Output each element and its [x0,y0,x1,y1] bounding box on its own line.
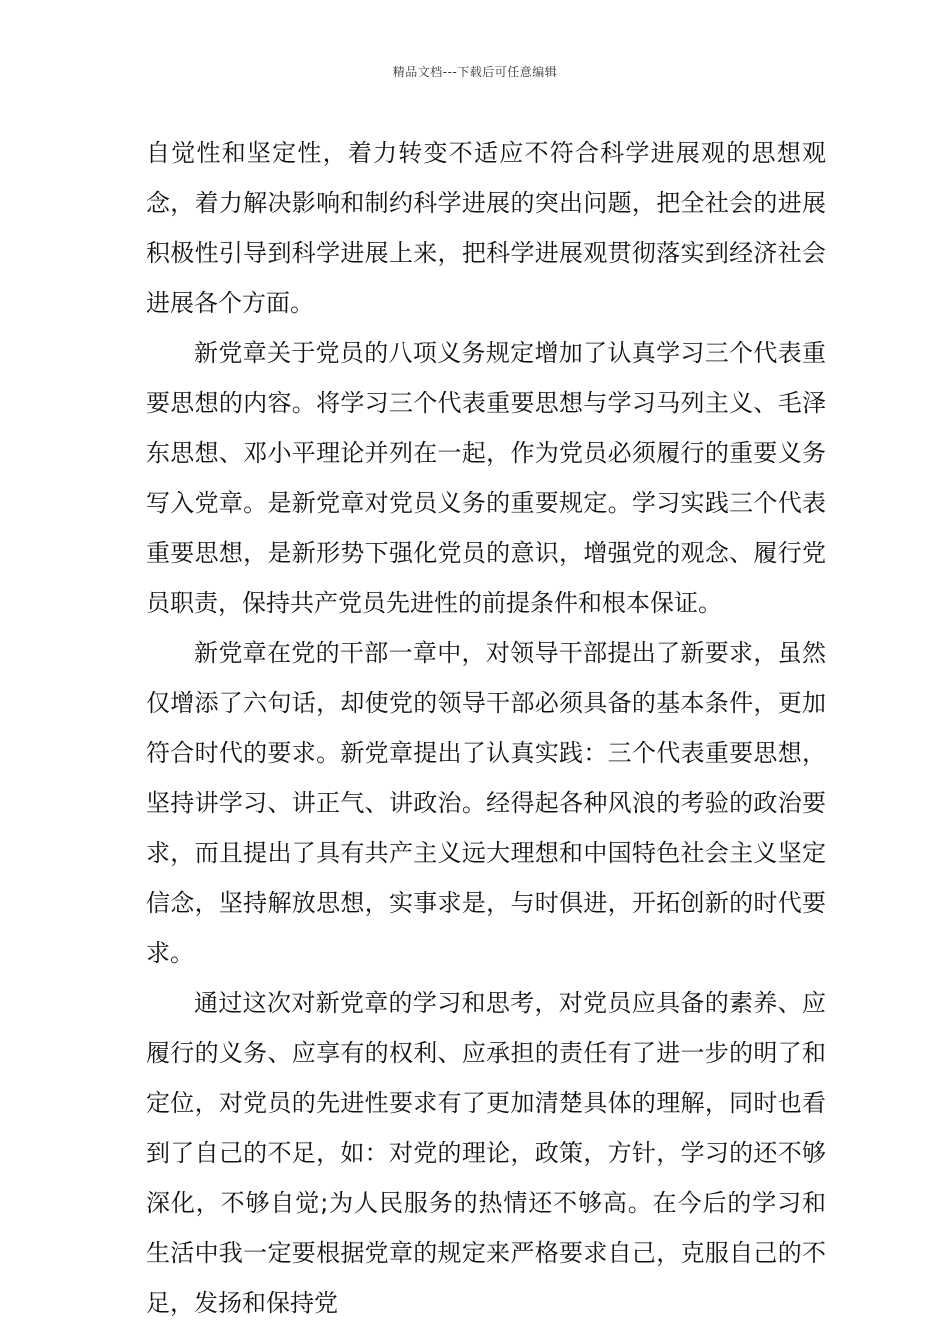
document-body [146,128,826,1328]
paragraph-3: 新党章在党的干部一章中，对领导干部提出了新要求，虽然仅增添了六句话，却使党的领导干部必须具备的基本条件，更加符合时代的要求。新党章提出了认真实践：三个代表重要思想，坚持讲学习、讲正气、讲政治。经得起各种风浪的考验的政治要求，而且提出了具有共产主义远大理想和中国特色社会主义坚定信念，坚持解放思想，实事求是，与时俱进，开拓创新的时代要求。 [146,639,826,967]
paragraph-1: 自觉性和坚定性，着力转变不适应不符合科学进展观的思想观念，着力解决影响和制约科学进展的突出问题，把全社会的进展积极性引导到科学进展上来，把科学进展观贯彻落实到经济社会进展各个方面。 [146,139,826,317]
paragraph-4: 通过这次对新党章的学习和思考，对党员应具备的素养、应履行的义务、应享有的权利、应承担的责任有了进一步的明了和定位，对党员的先进性要求有了更加清楚具体的理解，同时也看到了自己的不足，如：对党的理论，政策，方针，学习的还不够深化，不够自觉;为人民服务的热情还不够高。在今后的学习和生活中我一定要根据党章的规定来严格要求自己，克服自己的不足，发扬和保持党 [146,989,826,1317]
page-header: 精品文档---下载后可任意编辑 [392,65,558,79]
paragraph-2: 新党章关于党员的八项义务规定增加了认真学习三个代表重要思想的内容。将学习三个代表重要思想与学习马列主义、毛泽东思想、邓小平理论并列在一起，作为党员必须履行的重要义务写入党章。是新党章对党员义务的重要规定。学习实践三个代表重要思想，是新形势下强化党员的意识，增强党的观念、履行党员职责，保持共产党员先进性的前提条件和根本保证。 [146,339,826,617]
